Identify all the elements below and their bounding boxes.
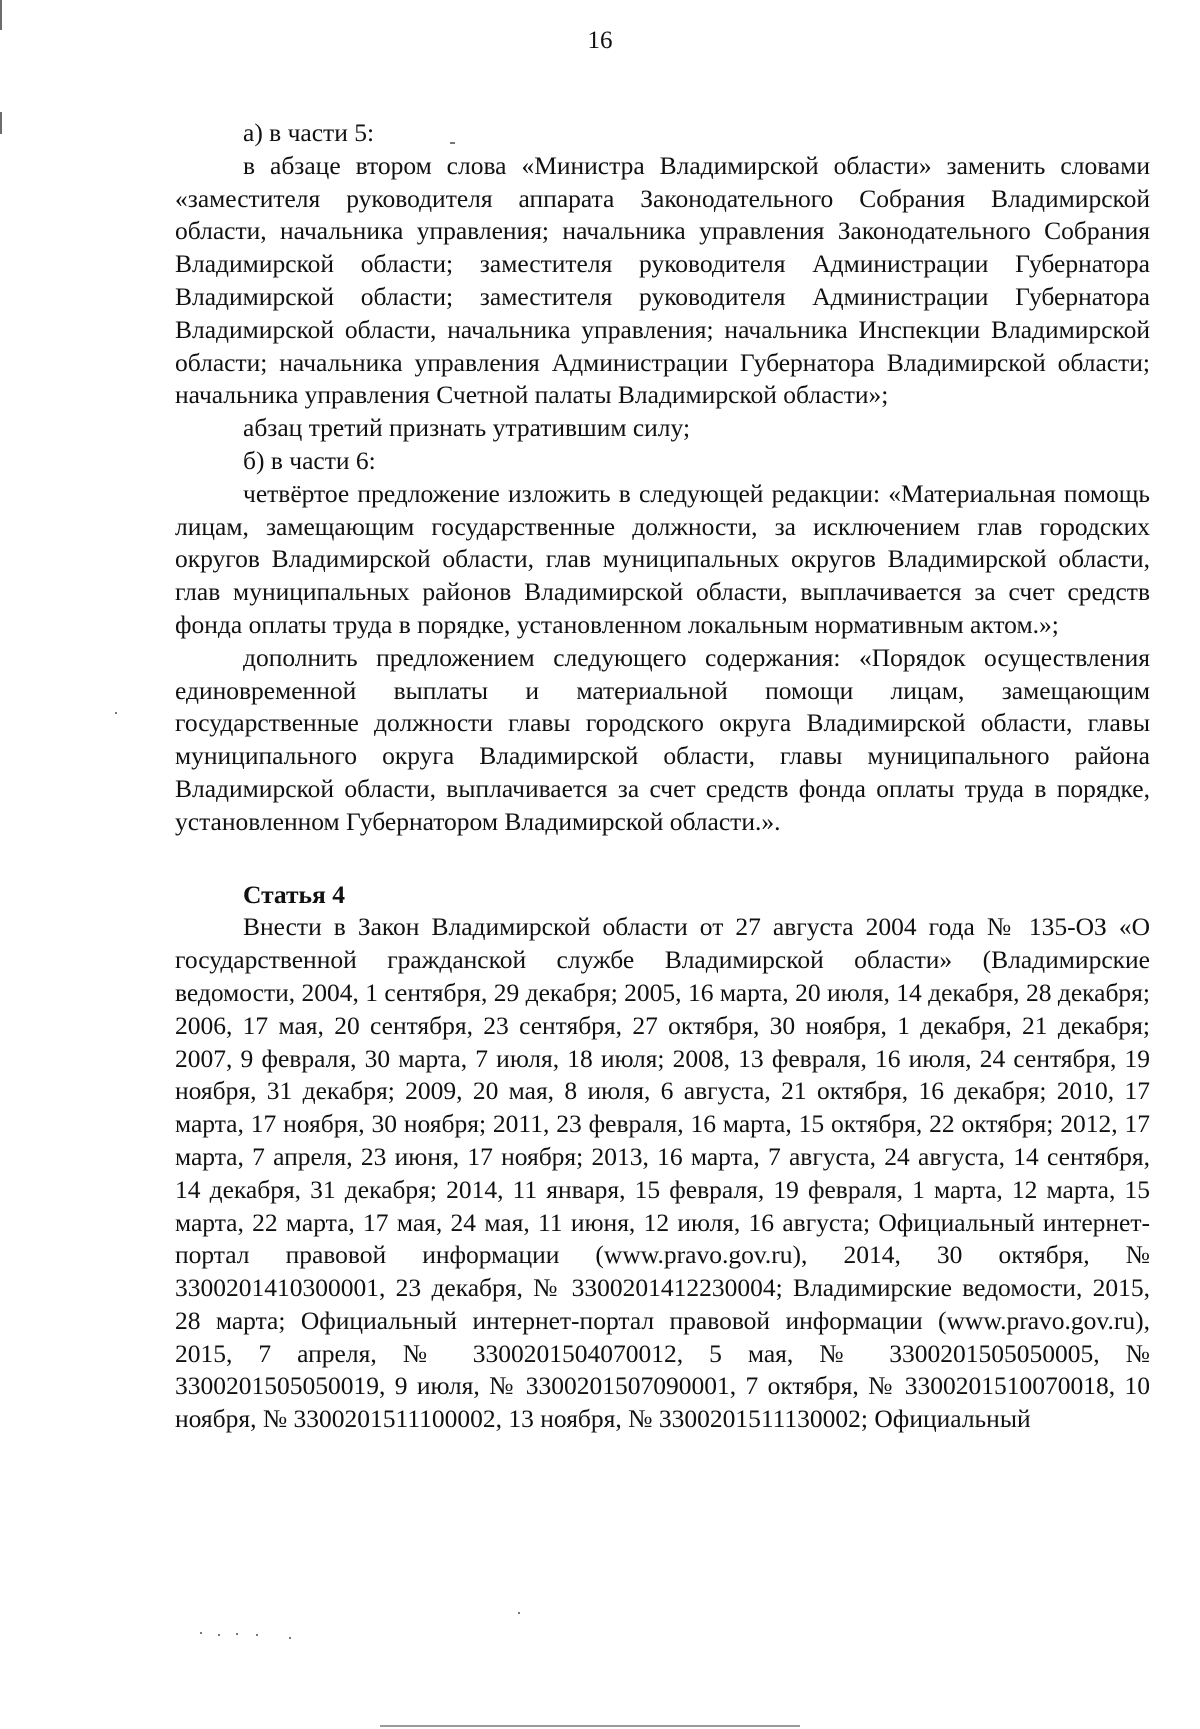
paragraph: в абзаце втором слова «Министра Владимирской области» заменить словами «заместителя руководителя аппарата Законодательного Собрания Владимирской области, начальника управления; начальника управления Законодательного Собрания Владимирской области; заместителя руководителя Администрации Губернатора Владимирской области; заместителя руководителя Администрации Губернатора Владимирской области, начальника управления; начальника Инспекции Владимирской области; начальника управления Администрации Губернатора Владимирской области; начальника управления Счетной палаты Владимирской области»; (175, 150, 1150, 410)
scan-dust-mark (200, 1632, 202, 1634)
paragraph: абзац третий признать утратившим силу; (243, 413, 691, 443)
scan-dust-mark (289, 1637, 291, 1639)
page-number: 16 (587, 27, 613, 54)
scan-dust-mark (115, 712, 117, 714)
scan-dust-mark (218, 1634, 220, 1636)
item-b-heading: б) в части 6: (243, 445, 376, 475)
paragraph: дополнить предложением следующего содержания: «Порядок осуществления единовременной выплаты и материальной помощи лицам, замещающим государственные должности главы городского округа Владимирской области, главы муниципального округа Владимирской области, главы муниципального района Владимирской области, выплачивается за счет средств фонда оплаты труда в порядке, установленном Губернатором Владимирской области.». (175, 642, 1150, 836)
scan-dust-mark (236, 1633, 238, 1635)
article-heading: Статья 4 (243, 879, 345, 909)
document-body (175, 117, 1150, 1436)
section-gap (175, 839, 1150, 879)
scan-edge-mark (380, 1725, 800, 1727)
article-paragraph: Внести в Закон Владимирской области от 27 августа 2004 года № 135-ОЗ «О государственной гражданской службе Владимирской области» (Владимирские ведомости, 2004, 1 сентября, 29 декабря; 2005, 16 марта, 20 июля, 14 декабря, 28 декабря; 2006, 17 мая, 20 сентября, 23 сентября, 27 октября, 30 ноября, 1 декабря, 21 декабря; 2007, 9 февраля, 30 марта, 7 июля, 18 июля; 2008, 13 февраля, 16 июля, 24 сентября, 19 ноября, 31 декабря; 2009, 20 мая, 8 июля, 6 августа, 21 октября, 16 декабря; 2010, 17 марта, 17 ноября, 30 ноября; 2011, 23 февраля, 16 марта, 15 октября, 22 октября; 2012, 17 марта, 7 апреля, 23 июня, 17 ноября; 2013, 16 марта, 7 августа, 24 августа, 14 сентября, 14 декабря, 31 декабря; 2014, 11 января, 15 февраля, 19 февраля, 1 марта, 12 марта, 15 марта, 22 марта, 17 мая, 24 мая, 11 июня, 12 июля, 16 августа; Официальный интернет-портал правовой информации (www.pravo.gov.ru), 2014, 30 октября, № 3300201410300001, 23 декабря, № 3300201412230004; Владимирские ведомости, 2015, 28 марта; Официальный интернет-портал правовой информации (www.pravo.gov.ru), 2015, 7 апреля, № 3300201504070012, 5 мая, № 3300201505050005, № 3300201505050019, 9 июля, № 3300201507090001, 7 октября, № 3300201510070018, 10 ноября, № 3300201511100002, 13 ноября, № 3300201511130002; Официальный (175, 912, 1150, 1434)
scan-edge-mark (0, 112, 2, 134)
scan-dust-mark (518, 1612, 520, 1614)
scan-dust-mark (256, 1634, 258, 1636)
item-a-heading: а) в части 5: (243, 118, 375, 147)
paragraph: четвёртое предложение изложить в следующей редакции: «Материальная помощь лицам, замещающим государственные должности, за исключением глав городских округов Владимирской области, глав муниципальных округов Владимирской области, глав муниципальных районов Владимирской области, выплачивается за счет средств фонда оплаты труда в порядке, установленном локальным нормативным актом.»; (175, 478, 1150, 639)
